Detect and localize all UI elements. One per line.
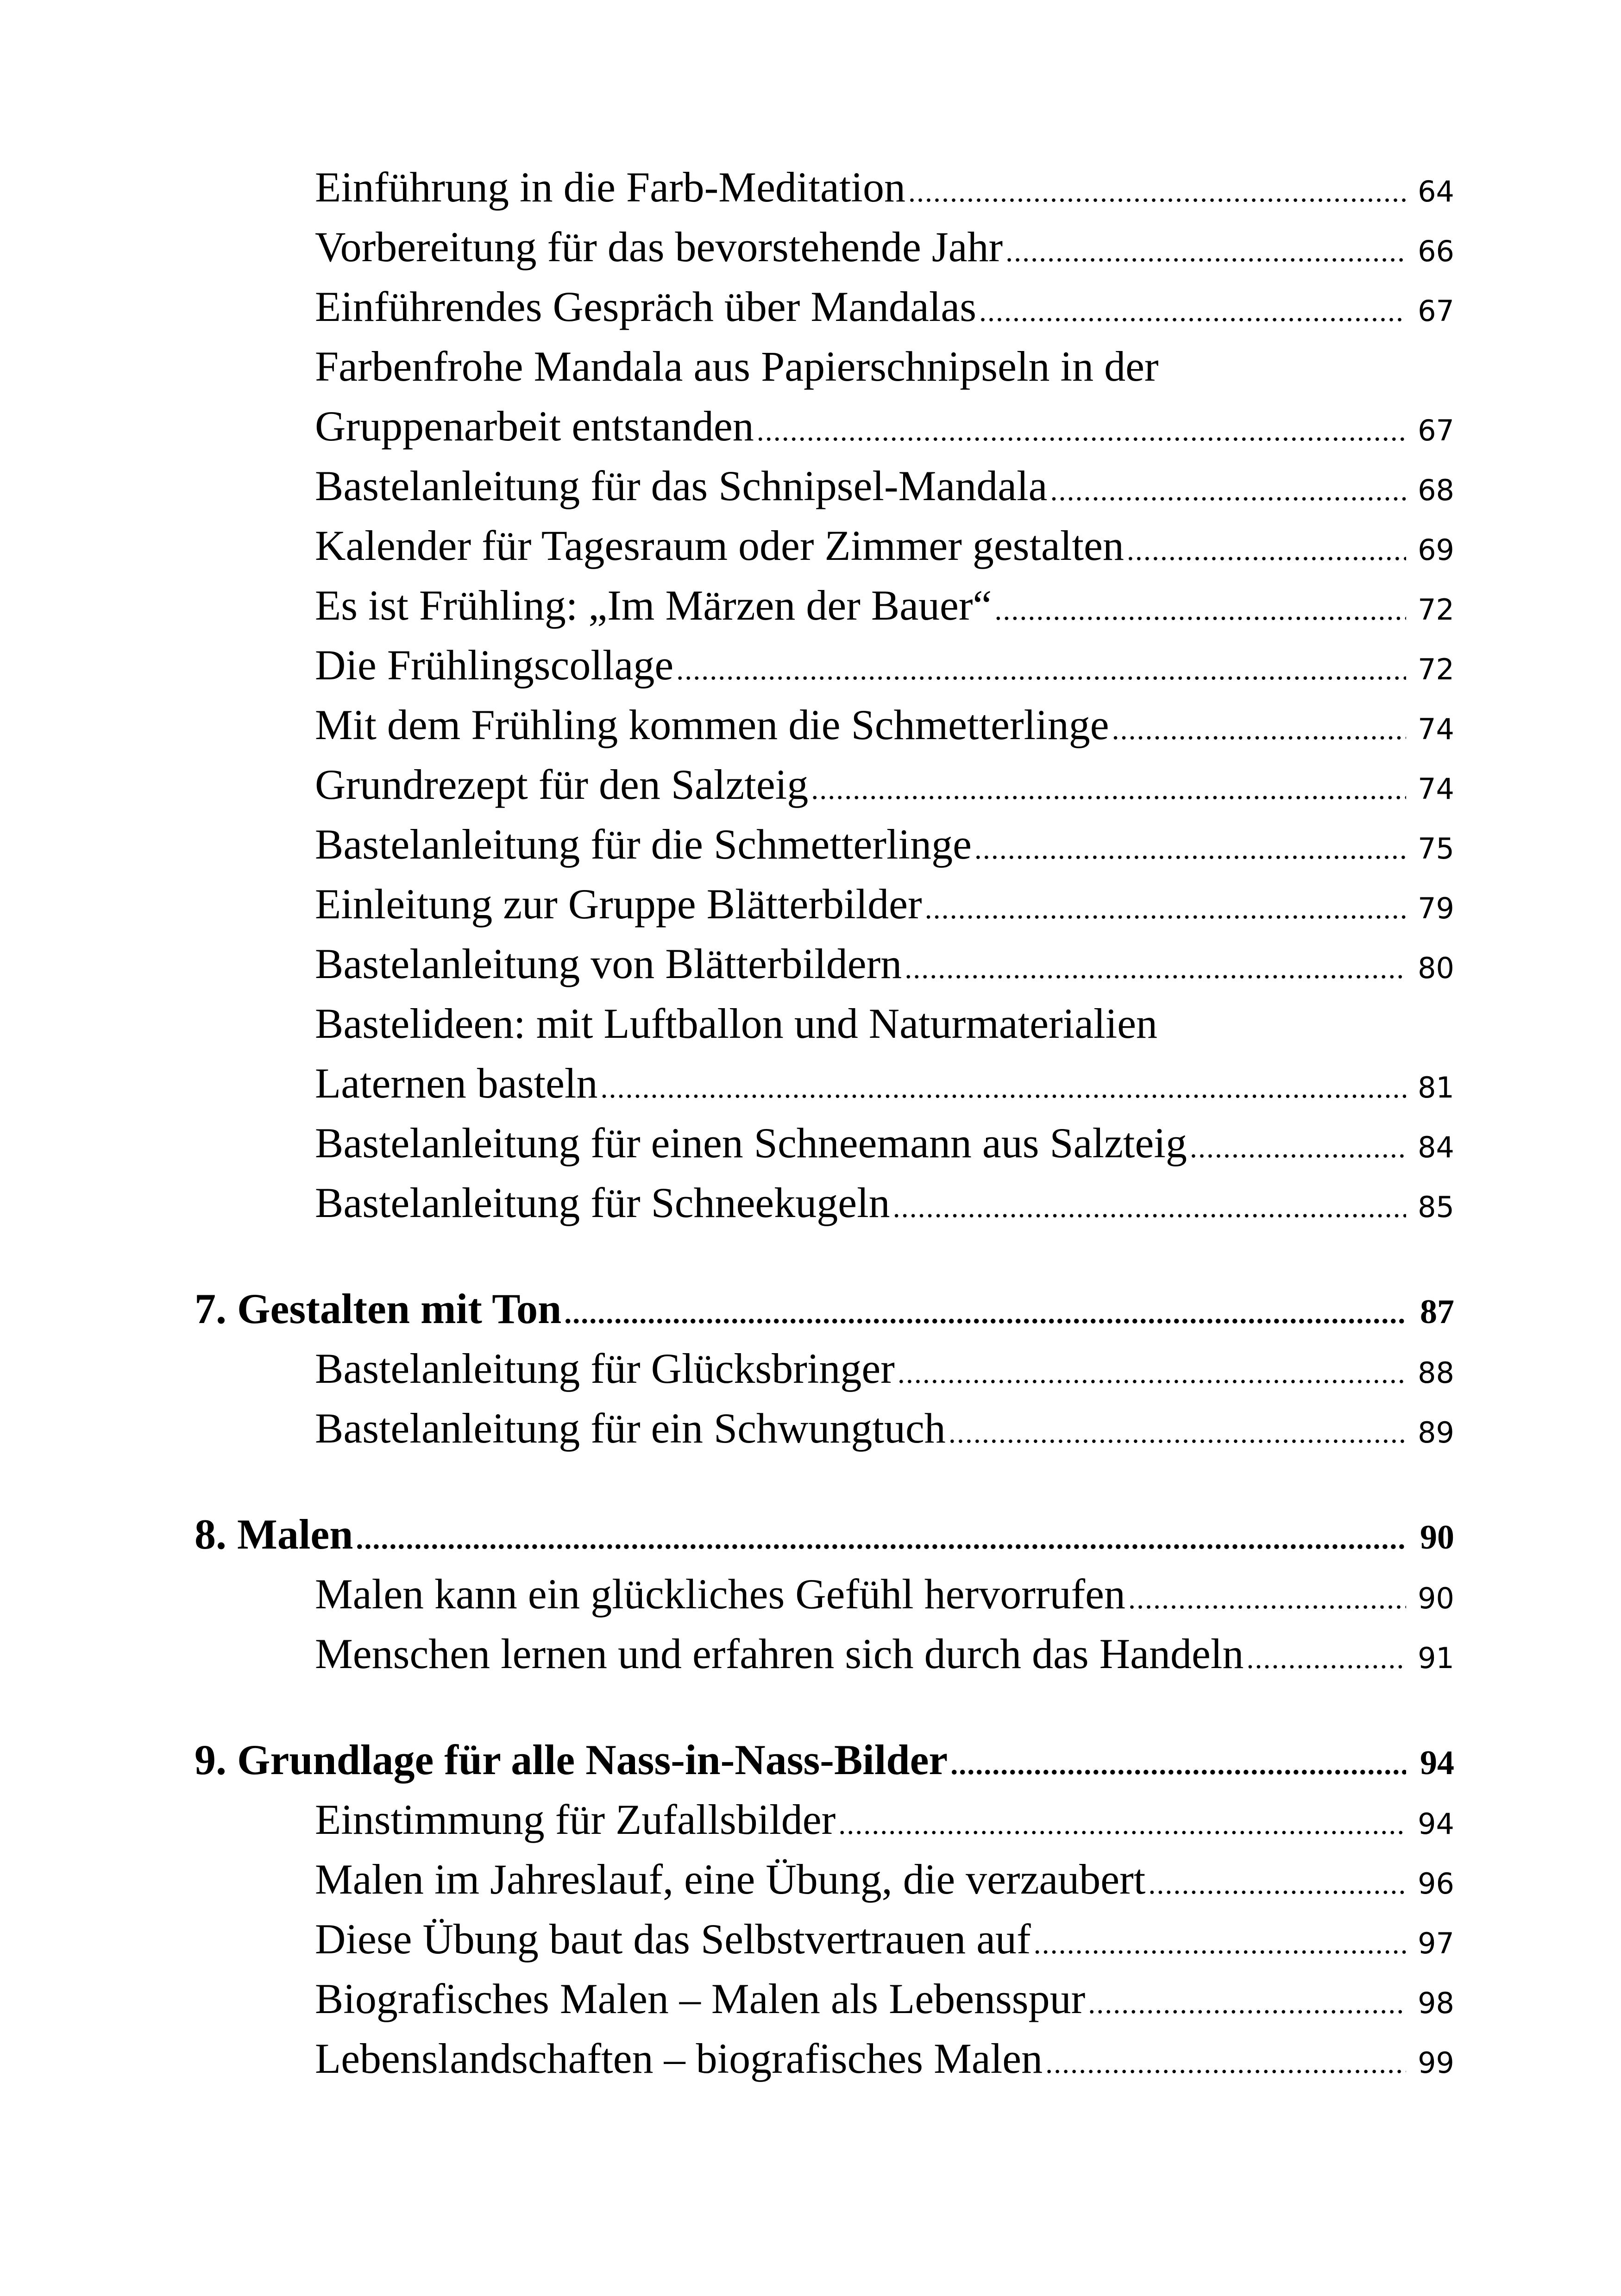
toc-entry [195, 695, 1454, 755]
dot-leader [564, 1279, 1406, 1343]
page-number: 68 [1418, 473, 1454, 507]
entry-title: Bastelanleitung für die Schmetterlinge [315, 821, 972, 868]
page-number: 90 [1420, 1518, 1454, 1556]
page-number: 79 [1418, 891, 1454, 925]
page-number: 88 [1418, 1356, 1454, 1390]
dot-leader [949, 1399, 1406, 1462]
chapter-title: 7. Gestalten mit Ton [195, 1285, 562, 1332]
dot-leader [757, 396, 1406, 460]
toc-entry [195, 874, 1454, 934]
page-number: 67 [1418, 414, 1454, 447]
dot-leader [1005, 217, 1406, 281]
chapter-title: 9. Grundlage für alle Nass-in-Nass-Bilder [195, 1736, 948, 1783]
page-number: 85 [1418, 1190, 1454, 1224]
page-number: 94 [1418, 1807, 1454, 1841]
toc-entry [195, 2029, 1454, 2089]
chapter-title: 8. Malen [195, 1511, 353, 1558]
page-number: 89 [1418, 1416, 1454, 1449]
dot-leader [1034, 1909, 1406, 1973]
toc-chapter-entry [195, 1730, 1454, 1790]
toc-entry [195, 934, 1454, 994]
dot-leader [925, 874, 1406, 938]
dot-leader [1190, 1113, 1406, 1177]
dot-leader [893, 1173, 1406, 1237]
toc-entry [195, 1564, 1454, 1624]
page-number: 96 [1418, 1867, 1454, 1901]
toc-entry [195, 1909, 1454, 1969]
toc-entry [195, 1054, 1454, 1113]
dot-leader [898, 1339, 1406, 1403]
toc-entry [195, 456, 1454, 516]
page-number: 90 [1418, 1581, 1454, 1615]
page-number: 72 [1418, 652, 1454, 686]
dot-leader [1112, 695, 1406, 759]
dot-leader [994, 576, 1406, 640]
page-number: 72 [1418, 593, 1454, 627]
toc-chapter-entry [195, 1279, 1454, 1339]
entry-title: Menschen lernen und erfahren sich durch das Handeln [315, 1630, 1244, 1677]
dot-leader [1050, 456, 1406, 520]
page-number: 69 [1418, 533, 1454, 567]
entry-title: Lebenslandschaften – biografisches Malen [315, 2035, 1043, 2082]
entry-title: Bastelanleitung für ein Schwungtuch [315, 1405, 946, 1452]
toc-chapter-entry [195, 1505, 1454, 1564]
dot-leader [1246, 1624, 1406, 1688]
toc-entry [195, 1339, 1454, 1399]
toc-entry [195, 1790, 1454, 1850]
dot-leader [1045, 2029, 1406, 2093]
entry-title: Bastelanleitung für Schneekugeln [315, 1179, 890, 1226]
entry-title: Die Frühlingscollage [315, 641, 674, 689]
dot-leader [908, 157, 1406, 221]
toc-entry [195, 994, 1454, 1054]
entry-title: Bastelanleitung von Blätterbildern [315, 940, 902, 987]
dot-leader [979, 277, 1406, 341]
dot-leader [905, 934, 1406, 998]
entry-title: Einleitung zur Gruppe Blätterbilder [315, 880, 922, 928]
toc-entry [195, 277, 1454, 337]
entry-title: Einstimmung für Zufallsbilder [315, 1796, 836, 1843]
dot-leader [974, 815, 1406, 878]
page-number: 87 [1420, 1293, 1454, 1331]
entry-title: Bastelideen: mit Luftballon und Naturmaterialien [315, 1000, 1158, 1047]
toc-entry [195, 576, 1454, 635]
entry-title: Bastelanleitung für das Schnipsel-Mandala [315, 462, 1048, 509]
toc-entry [195, 337, 1454, 396]
entry-title: Gruppenarbeit entstanden [315, 402, 754, 450]
page-number: 75 [1418, 832, 1454, 866]
entry-title: Grundrezept für den Salzteig [315, 761, 809, 808]
page-number: 98 [1418, 1986, 1454, 2020]
toc-entry [195, 1113, 1454, 1173]
page-number: 97 [1418, 1926, 1454, 1960]
page-number: 94 [1420, 1744, 1454, 1782]
dot-leader [1127, 516, 1406, 580]
dot-leader [838, 1790, 1406, 1854]
toc-entry [195, 1969, 1454, 2029]
dot-leader [950, 1730, 1406, 1794]
toc-entry [195, 1399, 1454, 1458]
entry-title: Bastelanleitung für Glücksbringer [315, 1345, 895, 1392]
entry-title: Diese Übung baut das Selbstvertrauen auf [315, 1915, 1031, 1963]
dot-leader [676, 635, 1406, 699]
entry-title: Kalender für Tagesraum oder Zimmer gestalten [315, 522, 1124, 569]
page-number: 66 [1418, 234, 1454, 268]
section-spacer [195, 1458, 1454, 1505]
entry-title: Malen kann ein glückliches Gefühl hervorrufen [315, 1570, 1125, 1618]
entry-title: Einführung in die Farb-Meditation [315, 163, 905, 211]
page-number: 74 [1418, 712, 1454, 746]
page-number: 81 [1418, 1071, 1454, 1104]
table-of-contents [195, 157, 1454, 2089]
entry-title: Vorbereitung für das bevorstehende Jahr [315, 223, 1003, 270]
entry-title: Mit dem Frühling kommen die Schmetterlinge [315, 701, 1109, 748]
page-number: 84 [1418, 1130, 1454, 1164]
dot-leader [601, 1054, 1407, 1117]
page-number: 64 [1418, 175, 1454, 208]
entry-title: Es ist Frühling: „Im Märzen der Bauer“ [315, 582, 992, 629]
toc-entry [195, 635, 1454, 695]
page-number: 99 [1418, 2046, 1454, 2080]
dot-leader [1148, 1850, 1406, 1913]
entry-title: Biografisches Malen – Malen als Lebensspur [315, 1975, 1086, 2022]
toc-entry [195, 1850, 1454, 1909]
toc-entry [195, 815, 1454, 874]
toc-entry [195, 1173, 1454, 1233]
entry-title: Einführendes Gespräch über Mandalas [315, 283, 977, 330]
dot-leader [1128, 1564, 1406, 1628]
entry-title: Malen im Jahreslauf, eine Übung, die verzaubert [315, 1856, 1146, 1903]
toc-entry [195, 516, 1454, 576]
entry-title: Farbenfrohe Mandala aus Papierschnipseln in der [315, 343, 1159, 390]
toc-entry [195, 217, 1454, 277]
section-spacer [195, 1233, 1454, 1279]
toc-entry [195, 755, 1454, 815]
toc-entry [195, 1624, 1454, 1684]
page-number: 80 [1418, 951, 1454, 985]
page-number: 67 [1418, 294, 1454, 328]
toc-entry [195, 157, 1454, 217]
section-spacer [195, 1684, 1454, 1730]
dot-leader [1088, 1969, 1406, 2033]
toc-entry [195, 396, 1454, 456]
entry-title: Bastelanleitung für einen Schneemann aus Salzteig [315, 1119, 1187, 1167]
dot-leader [356, 1505, 1406, 1568]
dot-leader [811, 755, 1406, 819]
entry-title: Laternen basteln [315, 1060, 598, 1107]
page-number: 91 [1418, 1641, 1454, 1675]
page-number: 74 [1418, 772, 1454, 806]
